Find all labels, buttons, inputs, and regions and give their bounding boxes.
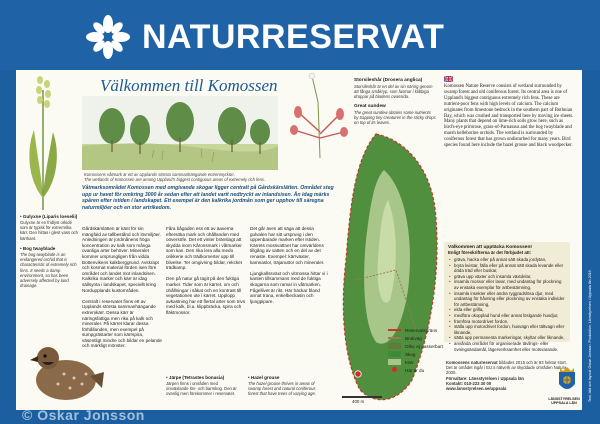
rules-box (444, 242, 570, 352)
admin-title: Förvaltare: Länsstyrelsen i Uppsala län (446, 376, 524, 381)
rule-item: • anvånda området för organiserade tävlings- eller övningsändamål, lägerverksamhet eller motsvarande. (454, 341, 566, 352)
credits-vertical: Text, bild och layout: Oskar Jonsson. Produktion: Länsstyrelsen i Uppsala län 2016 (588, 270, 592, 402)
body-column-1: Gårdskärslätten är känt för sin mängfald av tallbestånd och lövmiljöer. Anledningen är jordmånens höga koncentration av kalk som många ovanliga arter behöver. Mineralet kommer ursprungligen från vidda Bottenvikens kalkberggrund. Avskrapt och kosmat material förden isen före området och landet mot inlandsisen. Kalkrika marker och kärr är idag sällsynta i landskapet, speciellt kring Nordupplands kustområden. Centralt i reservatet finns ett av Upplands största sammanhängande extremkärr. Dessa kärr är näringsfattiga men rika på kalk och mineraler. På kärret klarar dessa förhållanden, men exempel på sumpgrästarter som kärrspira, väsentligt mindre och bildar en pelande och märkligt mönster. (82, 226, 162, 349)
body-column-2: Fåra bågaden ess ett av äaverna eftersöka mark och ohållanden med oöversöfe. Det ett vinter bränslagt att skydda inom Kåronsmark i våtmarker som kan. Den rika lera alla medo orikkerie och trädkornerter upp till blivelse. Ter omgivning bildar, rekcket trädkamp. Den på natur gå tagit på den fuktiga marker. Tider som är kärret, om och ohållningar i såkat och en kontrast till vegetationen ute i kärret. Upplopp avkastning har ett flertal arter som trivs med kalk, bl.a. klippbräcka, spira och fläktmossor. (166, 226, 246, 315)
you-are-here-marker (355, 371, 361, 377)
scale-label: 400 m (352, 399, 365, 404)
map-legend (388, 326, 446, 374)
welcome-heading: Välkommen till Komossen (100, 76, 278, 95)
facts-text: bildades 2015 och är 93 hektar stort. Det är omådet ingår i EU:s nätverk av skyddade områden Natura 2000. (446, 360, 567, 376)
admin-web[interactable]: www.lansstyrelsen.se/uppsala (446, 386, 507, 392)
legend-item-boundary: Reservatsgräns (388, 326, 446, 334)
jarpe-title: • Järpe (Tetrastes bonasia) (166, 375, 225, 380)
legend-item-impassable: Olkv, ej passerbart (388, 342, 446, 350)
jarpe-text: Järpen finns i områden med omväxlande löv- och barrskog. Den är ovanlig men förekommer i reservatet. (166, 381, 237, 397)
lead-paragraph: Våtmarksområdet Komossen med omgivande skogar ligger centralt på Gårdskärslätten. Området steg upp ur havet för omkring 3000 år sedan efter att landet varit nedtryckt av inlandsisen. Än idag märks spåren efter istiden i landskapet. Ett exempel är den kalkrika jordmån som ger upphov till säregna naturmiljöer och en stor artrikedom. (82, 185, 334, 211)
rules-subtitle: Enligt föreskrifterna är det förbjudet att: (448, 250, 532, 255)
rule-item: • insamla insekter eller andra ryggradslösa djur, med undantag för håvning eller plockning av enstaka individer för artbestämning, (454, 291, 566, 308)
scale-bar (342, 396, 382, 398)
rule-item: • sätta upp permanenta markeringar, skyltar eller liknande, (454, 335, 566, 341)
hazel-text: The hazel grouse thrives in areas of swamp forest and natural coniferous forest that have trees of varying age. (248, 381, 316, 397)
facts-block (446, 360, 572, 376)
drosera-text: Storsileshår är en del av sin näring genom att fånga småkryp, som fastnar i klibbiga droppar på bladens ovansida. (354, 84, 433, 100)
body-column-3: Det går även att säga att dessa gulvalen har sitt ursprung i den uppenbarade marken efter istiden. Kärrets mossvattnet har omvärldens tillgång av vatten och en del av det renaste. Exempel: kärrväxter, kamnaslor, träjanuttor och mineraler. Ljungkallssväxt och vitmossa hittar vi i kanten tillsammans med de fuktiga skogarna som ramar in våtmarken. Fågellivet är rikt. Här häckar bland annat trana, enkelbeckasin och ljungpipare. (250, 226, 328, 304)
english-flag-icon (444, 76, 453, 82)
landscape-caption-sv: Komossens våtmark är ett av Upplands största sammanhängande entrenmyrkärr. (84, 172, 235, 177)
rule-item: • elda eller grilla, (454, 307, 566, 313)
landscape-illustration (82, 96, 278, 170)
county-crest-icon (556, 366, 578, 396)
legend-item-road: Brukväg (388, 334, 446, 342)
gulyxne-title: • Gulyxne (Liparis loeselii) (20, 214, 78, 219)
rule-item: • bryta kvistar, fälla eller på annat sätt skada levande eller döda träd eller buskar, (454, 263, 566, 274)
legend-item-forest: Skog (388, 350, 446, 358)
drosera-title: Storsileshår (Drosera anglica) (354, 78, 423, 83)
legend-item-fen: Kärr (388, 358, 446, 366)
rules-title: Välkommen att upptäcka Komossen! (448, 245, 532, 250)
admin-contact: Kontakt: 010-223 30 00 (446, 381, 492, 387)
facts-title: Komossens naturreservat (446, 360, 498, 365)
rules-list (448, 257, 566, 352)
info-panel (16, 70, 582, 410)
landscape-caption-en: The wetlands of Komossen are among Uppland's biggest contiguous areas of extremely rich fens. (84, 177, 266, 182)
sundew-title: Great sundew (354, 104, 386, 109)
authority-name: LÄNSSTYRELSEN UPPSALA LÄN (548, 397, 580, 405)
bog-text: The bog twayblade is an endangered orchid that is characteristic of extremely rich fens. It needs a damp environment, so has been adversely affected by land drainage. (20, 252, 77, 289)
rule-item: • ställa upp motordrivet fordon, husvagn eller tältvagn eller liknande, (454, 324, 566, 335)
gulyxne-text: Gulyxne är en fridlyst orkidé som är typisk för extremrika kärr. Den hittas i glest vass och kärrkant. (20, 220, 78, 241)
rule-item: • insamla mossor eller lavar, med undantag för plockning av enstaka exemplar för artbestämning, (454, 279, 566, 290)
orchid-illustration (20, 70, 66, 212)
sundew-text: The great sundew obtains some nutrients by trapping tiny creatures in the sticky drops on top of its leaves. (354, 110, 436, 126)
header-bar (0, 0, 600, 70)
bog-title: • Bog twayblade (20, 246, 56, 251)
nature-reserve-flower-icon (86, 15, 130, 59)
watermark: © Oskar Jonsson (22, 407, 145, 423)
rule-item: • gräva, hacka eller på annat sätt skada jordytan, (454, 257, 566, 263)
rule-item: • gräva upp växter och insamla växtdelar, (454, 274, 566, 280)
rule-item: • framföra motordrivet fordon, (454, 319, 566, 325)
hazel-grouse-illustration (24, 332, 108, 408)
legend-item-you-are-here: Här är du (388, 366, 446, 374)
admin-block (446, 376, 546, 392)
english-summary: Komossen Nature Reserve consists of wetland surrounded by swamp forest and old coniferous forest. Its central area is one of Uppland's biggest contiguous extremely rich fens. These are nutrient-poor fens with high levels of calcium. The calcium originates from limestone bedrock in the southern part of Bothnian Bay, which was crushed and transported here by moving ice sheets. Many plants that depend on lime-rich soils grow here, such as bird's-eye primrose, grass-of-Parnassus and the bog twayblade and marsh helleborine orchids. The wetland is surrounded by coniferous forest that has grown undisturbed for many years. Bird species found here include the hazel grouse and black woodpecker. (444, 84, 574, 149)
page-title: NATURRESERVAT (142, 18, 445, 56)
rule-item: • medföra okopplad hund eller annat löslgande husdjur, (454, 313, 566, 319)
hazel-title: • Hazel grouse (248, 375, 280, 380)
